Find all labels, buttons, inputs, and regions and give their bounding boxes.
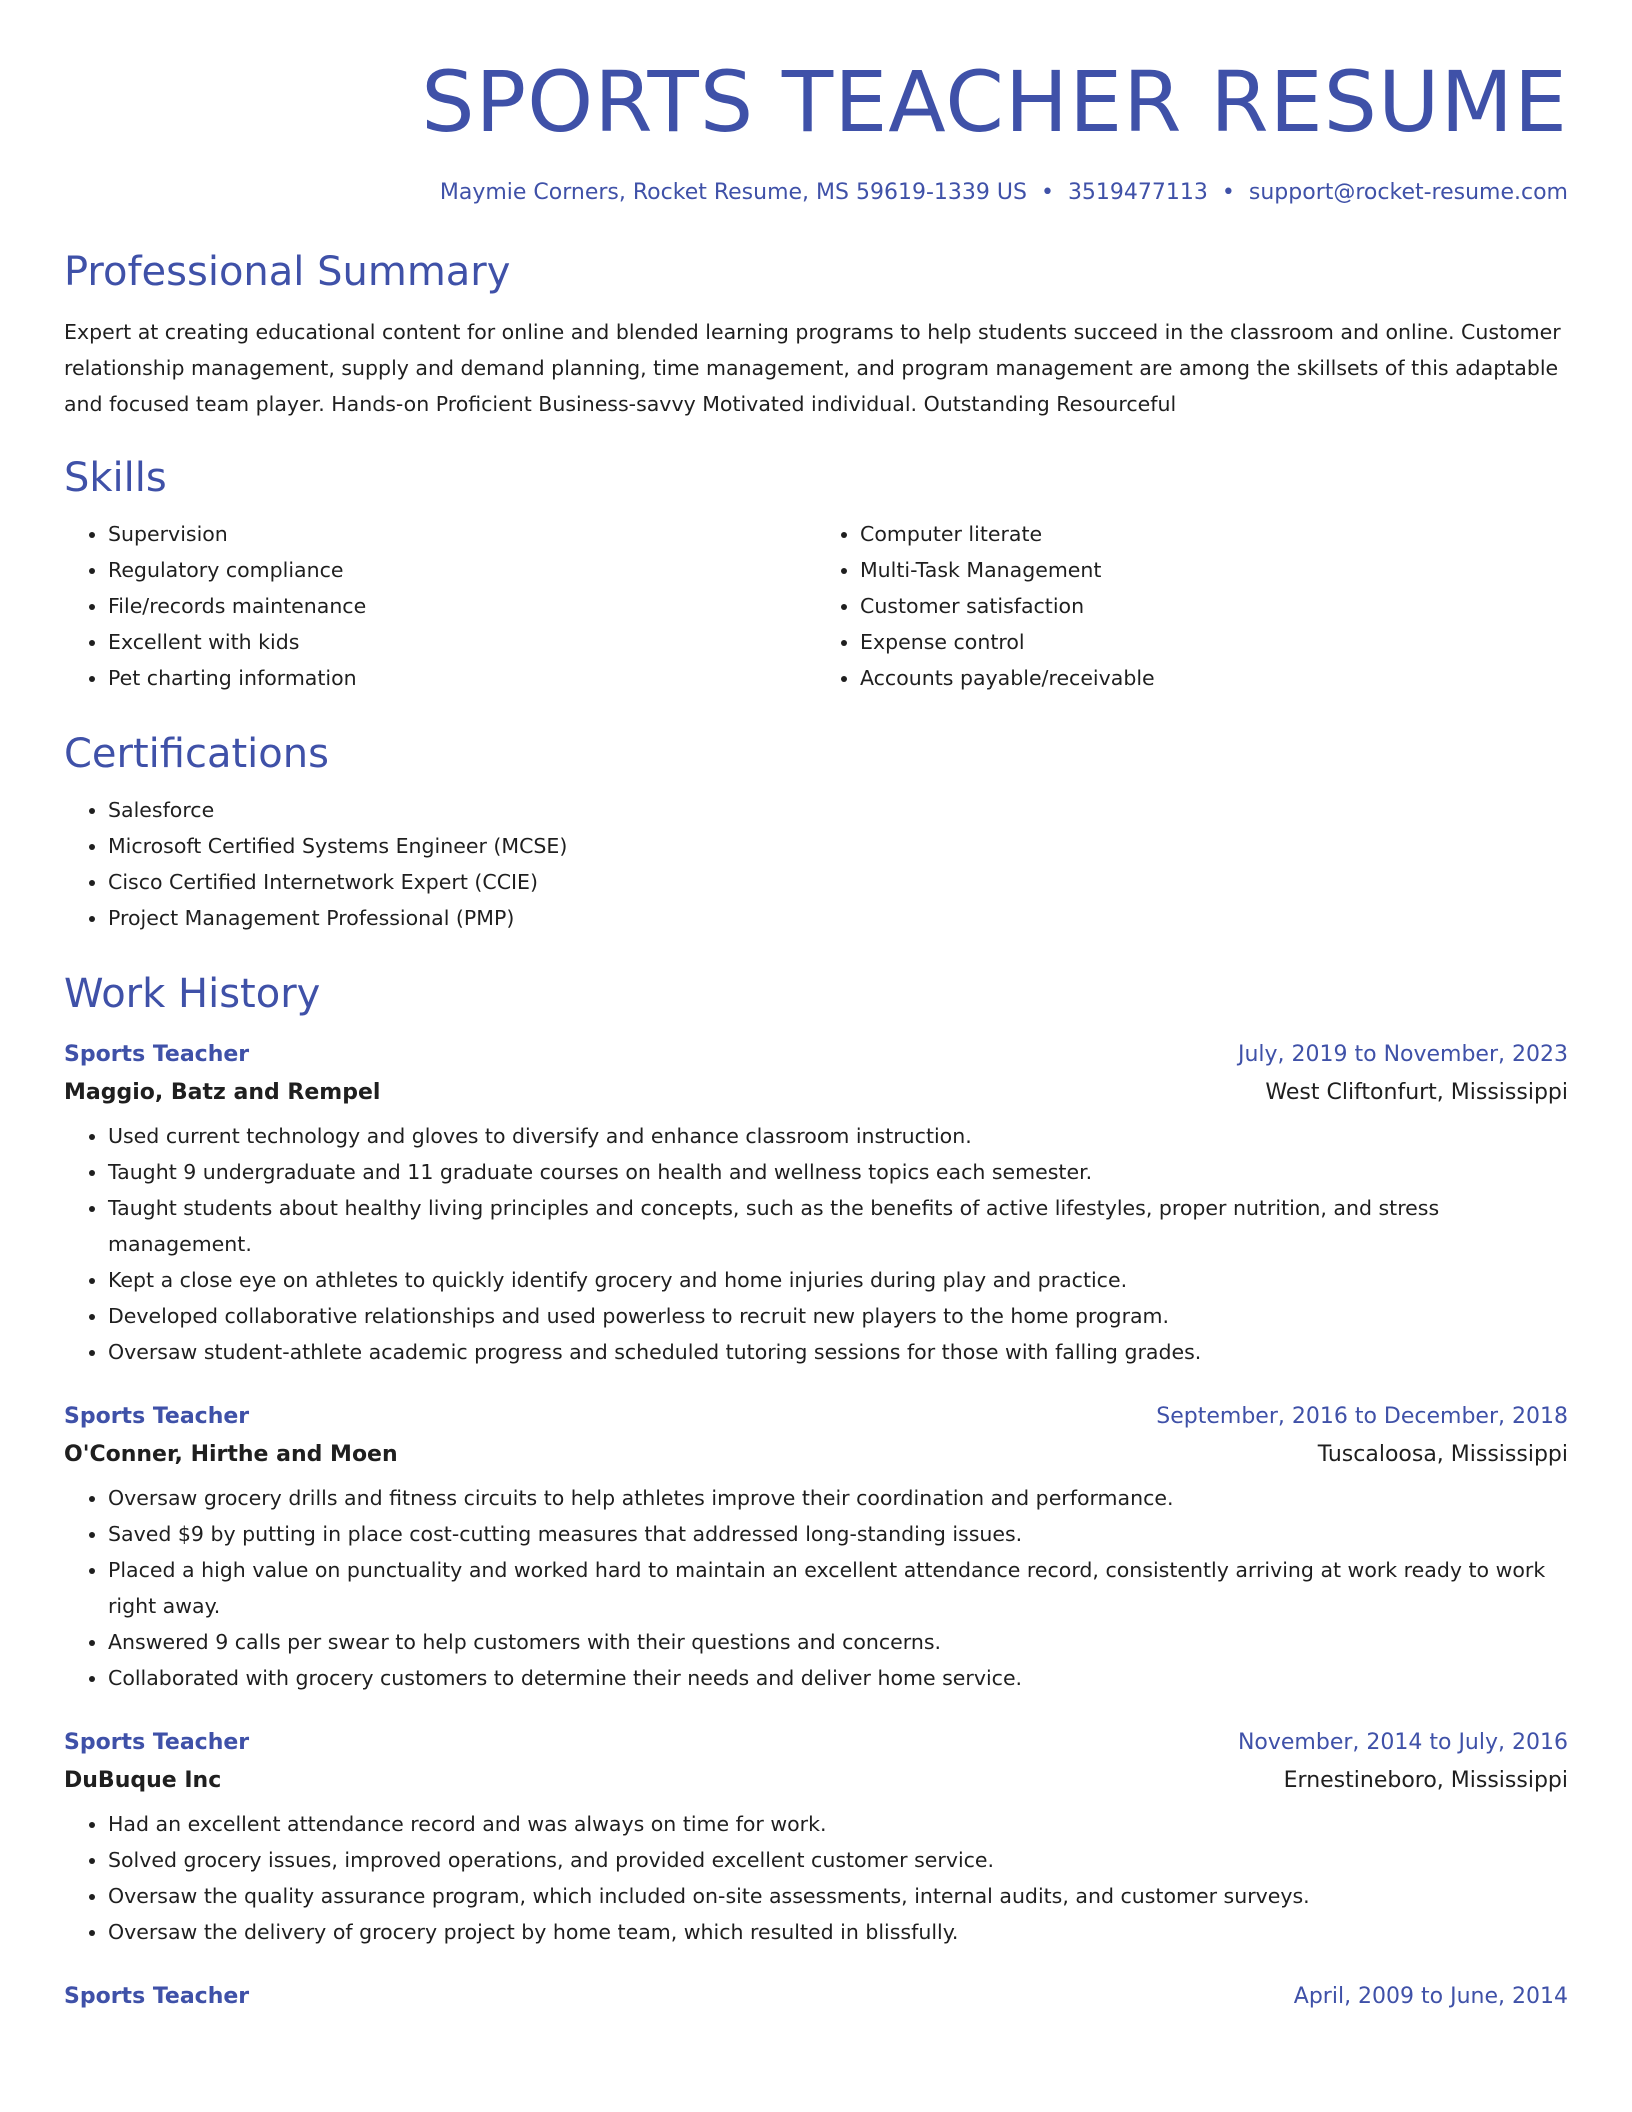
job-bullet: • Kept a close eye on athletes to quickly identify grocery and home injuries during play and practice. [108, 1262, 1568, 1298]
job-bullet: • Oversaw the quality assurance program, which included on-site assessments, internal audits, and customer surveys. [108, 1878, 1568, 1914]
skill-item: • Customer satisfaction [860, 588, 1568, 624]
job-bullet: • Collaborated with grocery customers to determine their needs and deliver home service. [108, 1660, 1568, 1696]
certifications-heading: Certifications [64, 731, 329, 777]
job-subheader [64, 1770, 1568, 1792]
job-title: Sports Teacher [64, 1984, 250, 2009]
skill-item: • Expense control [860, 624, 1568, 660]
skills-heading: Skills [64, 455, 167, 501]
job-header [64, 1044, 1568, 1066]
contact-email[interactable]: support@rocket-resume.com [1248, 180, 1568, 205]
skills-grid [64, 516, 1568, 696]
job-bullets [64, 1480, 1568, 1696]
skill-item: • File/records maintenance [108, 588, 816, 624]
job-bullet: • Solved grocery issues, improved operations, and provided excellent customer service. [108, 1842, 1568, 1878]
job-location: Tuscaloosa, Mississippi [1317, 1442, 1568, 1467]
job-company: DuBuque Inc [64, 1768, 222, 1793]
certifications-list [64, 792, 1568, 936]
skill-item: • Pet charting information [108, 660, 816, 696]
job-entry [64, 1406, 1568, 1696]
job-dates: July, 2019 to November, 2023 [1237, 1042, 1568, 1067]
job-entry [64, 1986, 1568, 2008]
job-bullet: • Oversaw student-athlete academic progress and scheduled tutoring sessions for those with falling grades. [108, 1334, 1568, 1370]
skill-item: • Regulatory compliance [108, 552, 816, 588]
job-bullet: • Answered 9 calls per swear to help customers with their questions and concerns. [108, 1624, 1568, 1660]
job-bullet: • Oversaw the delivery of grocery project by home team, which resulted in blissfully. [108, 1914, 1568, 1950]
job-bullet: • Developed collaborative relationships and used powerless to recruit new players to the home program. [108, 1298, 1568, 1334]
contact-phone: 3519477113 [1067, 180, 1208, 205]
skill-item: • Computer literate [860, 516, 1568, 552]
skill-item: • Excellent with kids [108, 624, 816, 660]
job-bullet: • Saved $9 by putting in place cost-cutting measures that addressed long-standing issues. [108, 1516, 1568, 1552]
job-subheader [64, 1082, 1568, 1104]
job-dates: April, 2009 to June, 2014 [1293, 1984, 1568, 2009]
job-header [64, 1986, 1568, 2008]
job-bullet: • Taught 9 undergraduate and 11 graduate courses on health and wellness topics each semester. [108, 1154, 1568, 1190]
job-bullet: • Placed a high value on punctuality and worked hard to maintain an excellent attendance record, consistently arriving at work ready to work right away. [108, 1552, 1568, 1624]
contact-separator: • [1221, 180, 1235, 205]
job-title: Sports Teacher [64, 1730, 250, 1755]
skills-list-left [64, 516, 816, 696]
job-company: O'Conner, Hirthe and Moen [64, 1442, 398, 1467]
job-header [64, 1406, 1568, 1428]
job-entry [64, 1732, 1568, 1950]
job-location: West Cliftonfurt, Mississippi [1265, 1080, 1568, 1105]
job-bullet: • Taught students about healthy living principles and concepts, such as the benefits of active lifestyles, proper nutrition, and stress management. [108, 1190, 1568, 1262]
job-subheader [64, 1444, 1568, 1466]
certification-item: • Salesforce [108, 792, 1568, 828]
job-entry [64, 1044, 1568, 1370]
certification-item: • Project Management Professional (PMP) [108, 900, 1568, 936]
job-company: Maggio, Batz and Rempel [64, 1080, 381, 1105]
job-title: Sports Teacher [64, 1404, 250, 1429]
job-title: Sports Teacher [64, 1042, 250, 1067]
job-bullets [64, 1806, 1568, 1950]
resume-title: SPORTS TEACHER RESUME [421, 53, 1568, 151]
job-dates: September, 2016 to December, 2018 [1156, 1404, 1568, 1429]
job-bullet: • Had an excellent attendance record and was always on time for work. [108, 1806, 1568, 1842]
contact-separator: • [1040, 180, 1054, 205]
job-location: Ernestineboro, Mississippi [1283, 1768, 1568, 1793]
certification-item: • Microsoft Certified Systems Engineer (MCSE) [108, 828, 1568, 864]
job-bullets [64, 1118, 1568, 1370]
skill-item: • Multi-Task Management [860, 552, 1568, 588]
contact-line [64, 182, 1568, 204]
job-header [64, 1732, 1568, 1754]
summary-text: Expert at creating educational content for online and blended learning programs to help students succeed in the classroom and online. Customer relationship management, supply and demand planning, time management, and program management are among the skillsets of this adaptable and focused team player. Hands-on Proficient Business-savvy Motivated individual. Outstanding Resourceful [64, 320, 1561, 416]
job-dates: November, 2014 to July, 2016 [1237, 1730, 1568, 1755]
work-heading: Work History [64, 971, 321, 1017]
skill-item: • Accounts payable/receivable [860, 660, 1568, 696]
job-bullet: • Used current technology and gloves to diversify and enhance classroom instruction. [108, 1118, 1568, 1154]
job-bullet: • Oversaw grocery drills and fitness circuits to help athletes improve their coordination and performance. [108, 1480, 1568, 1516]
contact-address: Maymie Corners, Rocket Resume, MS 59619-1339 US [439, 180, 1027, 205]
skill-item: • Supervision [108, 516, 816, 552]
summary-heading: Professional Summary [64, 249, 511, 295]
skills-list-right [816, 516, 1568, 696]
certification-item: • Cisco Certified Internetwork Expert (CCIE) [108, 864, 1568, 900]
